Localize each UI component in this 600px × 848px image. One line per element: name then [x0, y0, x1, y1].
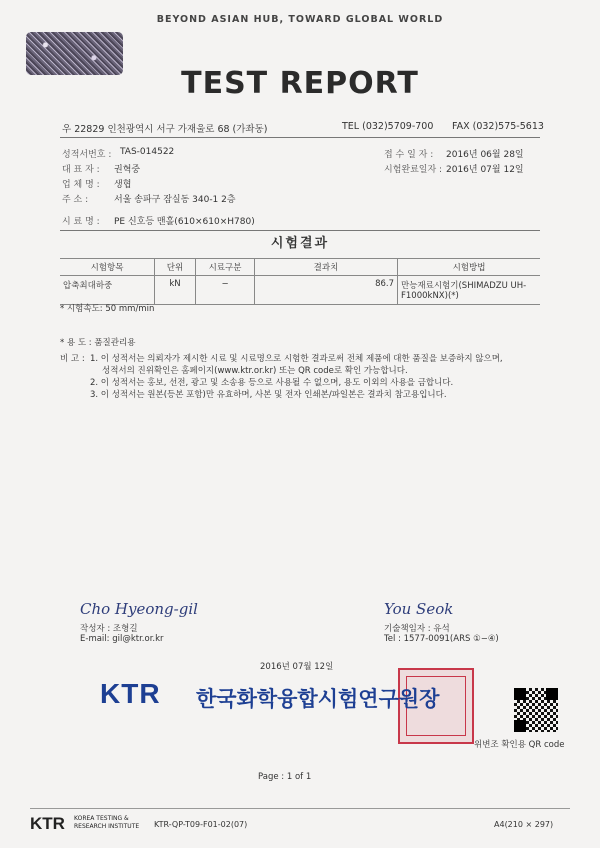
representative: 권혁중 — [114, 165, 141, 175]
lab-address: 우 22829 인천광역시 서구 가재울로 68 (가좌동) — [62, 124, 268, 135]
remark-line-4: 3. 이 성적서는 원본(등본 포함)만 유효하며, 사본 및 전자 인쇄본/파일본은 결과치 참고용입니다. — [90, 390, 447, 400]
footer-institute-en — [74, 815, 139, 831]
ktr-logo: KTR — [100, 678, 161, 709]
manager-signature: You Seok — [384, 600, 454, 618]
company-label: 업 체 명 : — [62, 180, 100, 190]
report-no: TAS-014522 — [120, 147, 175, 157]
remarks-label: 비 고 : — [60, 354, 85, 364]
writer-label: 작성자 : 조형길 — [80, 624, 138, 634]
cell-value: 86.7 — [255, 276, 398, 305]
sample-name: PE 신호등 맨홀(610×610×H780) — [114, 217, 255, 227]
cell-sample: − — [196, 276, 255, 305]
results-title: 시험결과 — [270, 236, 330, 251]
cell-item: 압축최대하중 — [60, 276, 155, 305]
manager-label: 기술책임자 : 유석 — [384, 624, 450, 634]
form-number: KTR-QP-T09-F01-02(07) — [154, 820, 248, 829]
paper-size: A4(210 × 297) — [494, 820, 554, 829]
col-header-method: 시험방법 — [398, 259, 541, 276]
completed-date: 2016년 07월 12일 — [446, 165, 524, 175]
qr-caption: 위변조 확인용 QR code — [474, 740, 565, 750]
received-date: 2016년 06월 28일 — [446, 150, 524, 160]
col-header-item: 시험항목 — [60, 259, 155, 276]
received-label: 접 수 일 자 : — [384, 150, 434, 160]
col-header-value: 결과치 — [255, 259, 398, 276]
completed-label: 시험완료일자 : — [384, 165, 443, 175]
cell-method: 만능재료시험기(SHIMADZU UH-F1000kNX)(*) — [398, 276, 541, 305]
report-title: TEST REPORT — [181, 66, 419, 101]
tagline: BEYOND ASIAN HUB, TOWARD GLOBAL WORLD — [156, 14, 444, 25]
footer-divider — [30, 808, 570, 809]
institute-name: 한국화학융합시험연구원장 — [196, 687, 440, 711]
purpose: * 용 도 : 품질관리용 — [60, 338, 136, 348]
page-indicator: Page : 1 of 1 — [258, 772, 312, 782]
lab-fax: FAX (032)575-5613 — [452, 121, 544, 132]
client-address: 서울 송파구 잠실동 340-1 2층 — [114, 195, 236, 205]
remark-line-3: 2. 이 성적서는 홍보, 선전, 광고 및 소송용 등으로 사용될 수 없으며, 용도 이외의 사용을 금합니다. — [90, 378, 454, 388]
footer-institute-en-1: KOREA TESTING & — [74, 815, 129, 822]
col-header-sample: 시료구분 — [196, 259, 255, 276]
company: 생협 — [114, 180, 132, 190]
results-header-row — [60, 259, 540, 276]
manager-tel: Tel : 1577-0091(ARS ①−④) — [384, 634, 499, 644]
header-divider — [60, 137, 540, 138]
table-row — [60, 276, 540, 305]
results-table — [60, 258, 540, 305]
test-speed-note: * 시험속도: 50 mm/min — [60, 304, 155, 314]
issue-date: 2016년 07월 12일 — [260, 662, 334, 672]
representative-label: 대 표 자 : — [62, 165, 100, 175]
sample-label: 시 료 명 : — [62, 217, 100, 227]
result-title-top-rule — [60, 230, 540, 231]
footer-ktr-logo: KTR — [30, 814, 65, 833]
footer-institute-en-2: RESEARCH INSTITUTE — [74, 823, 140, 830]
report-no-label: 성적서번호 : — [62, 150, 112, 160]
remark-line-1: 1. 이 성적서는 의뢰자가 제시한 시료 및 시료명으로 시험한 결과로써 전체 제품에 대한 품질을 보증하지 않으며, — [90, 354, 503, 364]
writer-email: E-mail: gil@ktr.or.kr — [80, 634, 164, 644]
lab-tel: TEL (032)5709-700 — [342, 121, 434, 132]
remark-line-2: 성적서의 진위확인은 홈페이지(www.ktr.or.kr) 또는 QR code로 확인 가능합니다. — [102, 366, 408, 376]
qr-code[interactable] — [514, 688, 558, 732]
cell-unit: kN — [155, 276, 196, 305]
address-label: 주 소 : — [62, 195, 89, 205]
col-header-unit: 단위 — [155, 259, 196, 276]
writer-signature: Cho Hyeong-gil — [80, 600, 198, 618]
